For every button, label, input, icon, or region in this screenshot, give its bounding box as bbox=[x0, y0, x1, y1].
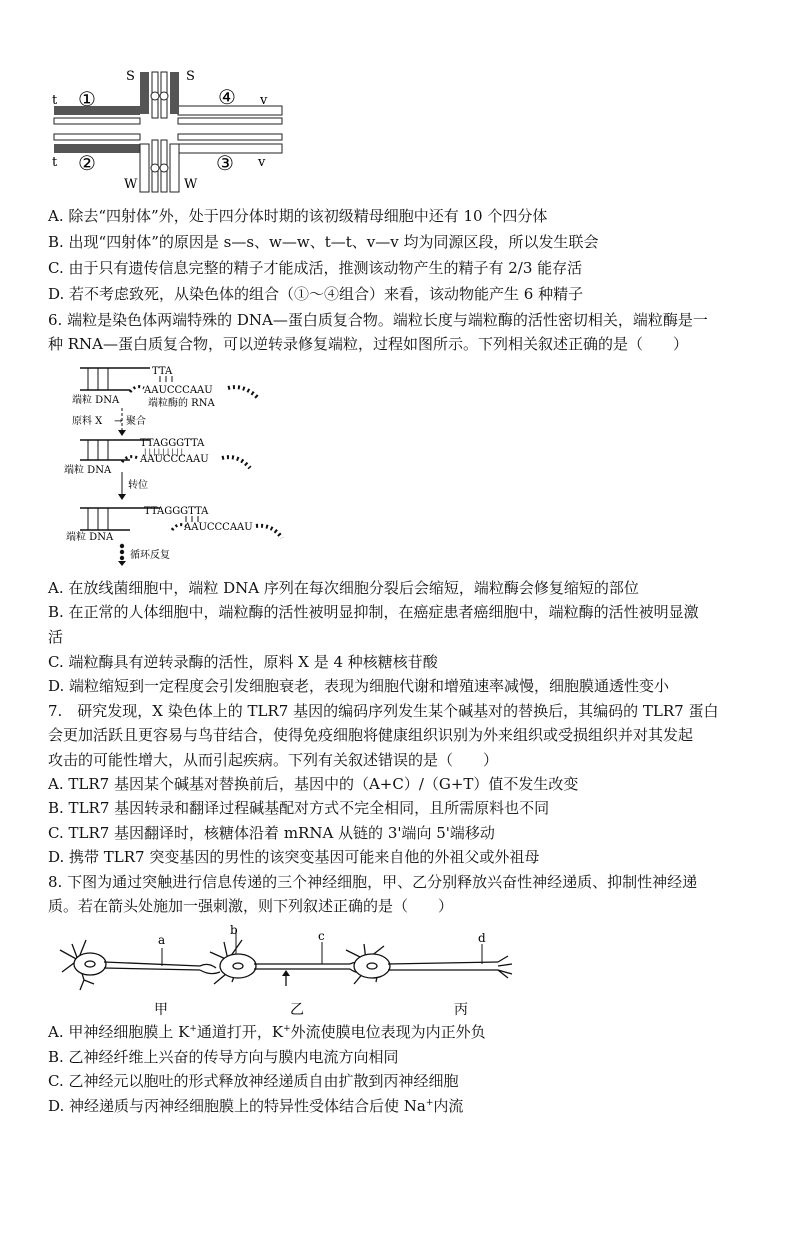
q8-option-a: A. 甲神经细胞膜上 K+通道打开，K+外流使膜电位表现为内正外负 bbox=[48, 1023, 486, 1041]
q6-option-c: C. 端粒酶具有逆转录酶的活性，原料 X 是 4 种核糖核苷酸 bbox=[48, 653, 438, 671]
q7-option-d: D. 携带 TLR7 突变基因的男性的该突变基因可能来自他的外祖父或外祖母 bbox=[48, 848, 540, 866]
label-c3: ③ bbox=[216, 151, 234, 175]
q8-option-b: B. 乙神经纤维上兴奋的传导方向与膜内电流方向相同 bbox=[48, 1048, 399, 1066]
q8-stem-line2: 质。若在箭头处施加一强刺激，则下列叙述正确的是（ ） bbox=[48, 897, 454, 915]
label-telomerase-rna: 端粒酶的 RNA bbox=[148, 398, 215, 409]
label-translocate: 转位 bbox=[128, 480, 148, 491]
label-yi: 乙 bbox=[290, 1002, 304, 1018]
superscript-plus: + bbox=[283, 1024, 291, 1034]
label-c2: ② bbox=[78, 151, 96, 175]
label-s-left: S bbox=[126, 69, 135, 84]
label-c: c bbox=[318, 929, 325, 943]
label-a: a bbox=[158, 933, 166, 947]
superscript-plus: + bbox=[425, 1098, 434, 1108]
q7-option-c: C. TLR7 基因翻译时，核糖体沿着 mRNA 从链的 3'端向 5'端移动 bbox=[48, 824, 495, 842]
q6-option-b-line2: 活 bbox=[48, 628, 64, 646]
q5-option-c: C. 由于只有遗传信息完整的精子才能成活，推测该动物产生的精子有 2/3 能存活 bbox=[48, 259, 583, 277]
label-t-top: t bbox=[52, 93, 58, 108]
seq-ttagggtta-1: TTAGGGTTA bbox=[140, 438, 205, 449]
q8-option-d: D. 神经递质与丙神经细胞膜上的特异性受体结合后使 Na+内流 bbox=[48, 1097, 464, 1115]
label-c4: ④ bbox=[218, 85, 236, 109]
label-t-bottom: t bbox=[52, 155, 58, 170]
seq-ttagggtta-2: TTAGGGTTA bbox=[144, 506, 209, 517]
q7-stem-line2: 会更加活跃且更容易与鸟苷结合，使得免疫细胞将健康组织识别为外来组织或受损组织并对其发起 bbox=[48, 726, 694, 744]
q6-stem-line2: 种 RNA—蛋白质复合物，可以逆转录修复端粒，过程如图所示。下列相关叙述正确的是（ ） bbox=[48, 335, 689, 353]
svg-text:| | | | | | | | |: | | | | | | | | | bbox=[144, 448, 184, 456]
label-v-top: v bbox=[260, 93, 268, 108]
label-c1: ① bbox=[78, 87, 96, 111]
telomerase-figure bbox=[60, 362, 300, 568]
superscript-plus: + bbox=[189, 1024, 197, 1034]
label-v-bottom: v bbox=[258, 155, 266, 170]
q7-stem-line1: 7. 研究发现，X 染色体上的 TLR7 基因的编码序列发生某个碱基对的替换后，其编码的 TLR7 蛋白 bbox=[48, 702, 719, 720]
seq-tta: TTA bbox=[152, 366, 173, 377]
label-bing: 丙 bbox=[454, 1002, 468, 1018]
label-telomere-dna-1: 端粒 DNA bbox=[72, 395, 120, 406]
q6-stem-line1: 6. 端粒是染色体两端特殊的 DNA—蛋白质复合物。端粒长度与端粒酶的活性密切相关，端粒酶是一 bbox=[48, 311, 708, 329]
q8-option-c: C. 乙神经元以胞吐的形式释放神经递质自由扩散到丙神经细胞 bbox=[48, 1072, 459, 1090]
q7-option-a: A. TLR7 基因某个碱基对替换前后，基因中的（A+C）/（G+T）值不发生改变 bbox=[48, 775, 579, 793]
seq-rna-1: AAUCCCAAU bbox=[144, 385, 213, 396]
label-polymerize: 聚合 bbox=[126, 416, 146, 427]
q8-stem-line1: 8. 下图为通过突触进行信息传递的三个神经细胞，甲、乙分别释放兴奋性神经递质、抑制性神经递 bbox=[48, 873, 698, 891]
chromosome-quadrivalent-figure bbox=[48, 68, 288, 196]
label-jia: 甲 bbox=[154, 1002, 168, 1018]
neuron-figure bbox=[50, 922, 530, 1018]
label-w-right: W bbox=[184, 177, 198, 192]
q6-option-d: D. 端粒缩短到一定程度会引发细胞衰老，表现为细胞代谢和增殖速率减慢，细胞膜通透性变小 bbox=[48, 677, 670, 695]
label-b: b bbox=[230, 923, 238, 937]
label-material-x: 原料 X bbox=[72, 416, 103, 427]
q5-option-d: D. 若不考虑致死，从染色体的组合（①～④组合）来看，该动物能产生 6 种精子 bbox=[48, 285, 584, 303]
label-s-right: S bbox=[186, 69, 195, 84]
q5-option-a: A. 除去“四射体”外，处于四分体时期的该初级精母细胞中还有 10 个四分体 bbox=[48, 207, 548, 225]
label-w-left: W bbox=[124, 177, 138, 192]
label-telomere-dna-3: 端粒 DNA bbox=[66, 532, 114, 543]
q6-option-b-line1: B. 在正常的人体细胞中，端粒酶的活性被明显抑制，在癌症患者癌细胞中，端粒酶的活性被明显激 bbox=[48, 603, 699, 621]
seq-rna-2: AAUCCCAAU bbox=[140, 454, 209, 465]
label-repeat: 循环反复 bbox=[130, 550, 170, 561]
q7-option-b: B. TLR7 基因转录和翻译过程碱基配对方式不完全相同，且所需原料也不同 bbox=[48, 799, 550, 817]
seq-rna-3: AAUCCCAAU bbox=[184, 522, 253, 533]
q6-option-a: A. 在放线菌细胞中，端粒 DNA 序列在每次细胞分裂后会缩短，端粒酶会修复缩短的部位 bbox=[48, 579, 639, 597]
q7-stem-line3: 攻击的可能性增大，从而引起疾病。下列有关叙述错误的是（ ） bbox=[48, 751, 499, 769]
label-d: d bbox=[478, 931, 486, 945]
q5-option-b: B. 出现“四射体”的原因是 s—s、w—w、t—t、v—v 均为同源区段，所以发生联会 bbox=[48, 233, 599, 251]
label-telomere-dna-2: 端粒 DNA bbox=[64, 465, 112, 476]
svg-text:→: → bbox=[114, 416, 123, 427]
